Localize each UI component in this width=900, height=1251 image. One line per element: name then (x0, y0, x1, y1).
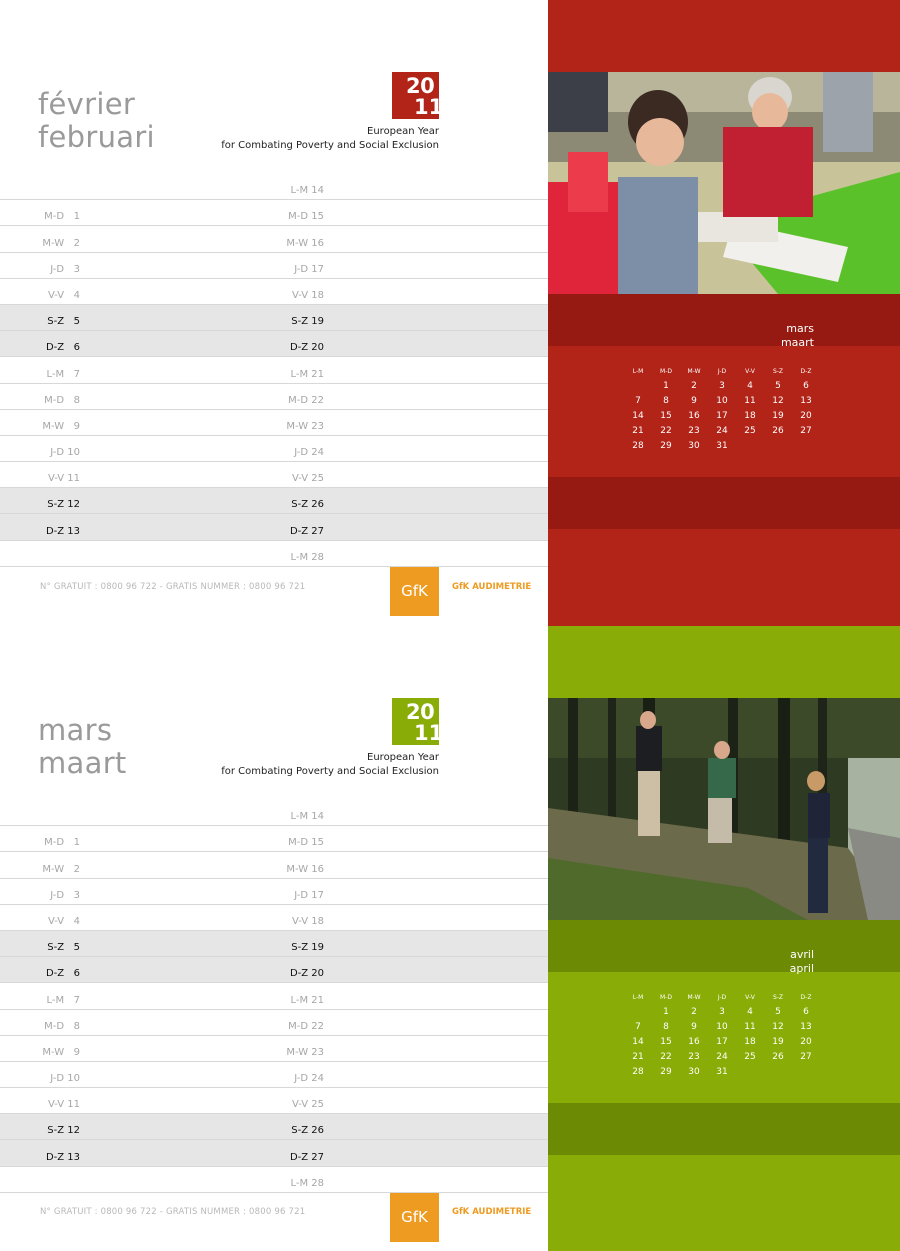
day-number: 27 (800, 426, 812, 437)
month-title-fr: février (38, 87, 136, 121)
day-row (0, 800, 548, 826)
weekday-header: S-Z (772, 993, 784, 1001)
day-row (0, 1036, 548, 1062)
day-row (0, 541, 548, 567)
day-label-left: V-V 4 (47, 289, 80, 301)
mini-calendar-week (624, 439, 884, 454)
day-number: 3 (719, 380, 725, 391)
ey-line2: for Combating Poverty and Social Exclusion (221, 139, 439, 151)
day-number: 7 (635, 395, 641, 406)
ey-line1: European Year (367, 752, 439, 763)
day-number: 26 (772, 1052, 784, 1063)
day-number: 17 (716, 410, 728, 421)
weekday-header: V-V (745, 993, 755, 1001)
logo-year-bottom: 11 (414, 95, 444, 119)
toll-free-number: N° GRATUIT : 0800 96 722 - GRATIS NUMMER : 0800 96 721 (40, 582, 306, 592)
ey-line1: European Year (367, 126, 439, 137)
mini-calendar-week (624, 393, 884, 408)
day-label-left: J-D 10 (50, 1073, 80, 1085)
day-label-left: D-Z 13 (45, 1151, 80, 1163)
day-row (0, 331, 548, 357)
day-row (0, 357, 548, 383)
day-label-left: M-D 8 (44, 394, 80, 406)
day-number: 4 (747, 1006, 753, 1017)
day-row (0, 826, 548, 852)
month-title (38, 714, 127, 780)
day-number: 20 (800, 410, 812, 421)
weekday-header: M-D (660, 367, 672, 375)
european-year-logo (392, 72, 444, 119)
day-number: 10 (716, 1021, 728, 1032)
day-label-right: M-D 22 (288, 1020, 324, 1032)
mini-title-fr: avril (790, 948, 814, 961)
photo-child-drawing (548, 72, 900, 294)
day-label-right: D-Z 20 (289, 968, 324, 980)
day-row (0, 514, 548, 540)
day-number: 31 (716, 441, 728, 452)
day-row (0, 226, 548, 252)
day-row (0, 1140, 548, 1166)
day-number: 25 (744, 1052, 756, 1063)
day-number: 26 (772, 426, 784, 437)
day-row (0, 905, 548, 931)
day-label-right: D-Z 27 (289, 1151, 324, 1163)
day-number: 9 (691, 1021, 697, 1032)
day-label-right: M-W 16 (286, 863, 324, 875)
day-number: 23 (688, 426, 700, 437)
day-row (0, 305, 548, 331)
day-number: 14 (632, 410, 644, 421)
european-year-logo (392, 698, 444, 745)
day-number: 11 (744, 1021, 756, 1032)
day-number: 13 (800, 1021, 812, 1032)
day-number: 30 (688, 1067, 700, 1078)
day-number: 29 (660, 1067, 672, 1078)
photo-forest-walk (548, 698, 900, 920)
day-label-right: M-W 23 (286, 1046, 324, 1058)
day-number: 14 (632, 1036, 644, 1047)
day-number: 21 (632, 1052, 644, 1063)
day-label-left: M-W 2 (42, 237, 80, 249)
day-label-right: S-Z 19 (291, 316, 324, 328)
weekday-header: S-Z (772, 367, 784, 375)
mini-calendar-header (624, 364, 884, 378)
gfk-audimetrie-label: GfK AUDIMETRIE (452, 582, 532, 592)
day-label-right: L-M 21 (290, 368, 324, 380)
day-label-right: M-W 23 (286, 420, 324, 432)
day-label-right: L-M 14 (290, 185, 324, 197)
day-number: 27 (800, 1052, 812, 1063)
day-number: 13 (800, 395, 812, 406)
day-label-right: L-M 21 (290, 994, 324, 1006)
day-number: 5 (775, 1006, 781, 1017)
day-number: 12 (772, 1021, 784, 1032)
day-label-right: S-Z 19 (291, 942, 324, 954)
day-label-left: V-V 11 (47, 473, 80, 485)
left-panel (0, 626, 548, 1251)
day-number: 3 (719, 1006, 725, 1017)
day-number: 23 (688, 1052, 700, 1063)
day-label-right: M-D 15 (288, 211, 324, 223)
day-number: 16 (688, 410, 700, 421)
day-number: 21 (632, 426, 644, 437)
day-row (0, 253, 548, 279)
day-label-left: V-V 11 (47, 1099, 80, 1111)
day-label-left: J-D 3 (50, 263, 80, 275)
day-label-left: D-Z 6 (45, 968, 80, 980)
mini-calendar-week (624, 1004, 884, 1019)
day-label-left: M-D 1 (44, 211, 80, 223)
day-label-right: D-Z 27 (289, 525, 324, 537)
day-number: 31 (716, 1067, 728, 1078)
day-label-left: M-W 2 (42, 863, 80, 875)
day-label-right: L-M 28 (290, 1177, 324, 1189)
day-label-left: S-Z 12 (47, 499, 80, 511)
day-row (0, 957, 548, 983)
mini-title-band (548, 294, 900, 346)
accent-band (548, 1103, 900, 1155)
day-number: 10 (716, 395, 728, 406)
ey-line2: for Combating Poverty and Social Exclusion (221, 765, 439, 777)
day-label-right: J-D 17 (294, 889, 324, 901)
day-number: 18 (744, 1036, 756, 1047)
mini-calendar-week (624, 1034, 884, 1049)
gfk-logo: GfK (390, 1193, 439, 1242)
day-row (0, 1167, 548, 1193)
day-label-left: M-D 8 (44, 1020, 80, 1032)
day-number: 1 (663, 380, 669, 391)
day-label-right: V-V 25 (291, 473, 324, 485)
day-number: 9 (691, 395, 697, 406)
logo-year-top: 20 (406, 74, 435, 98)
month-title-nl: maart (38, 746, 127, 780)
weekday-header: J-D (717, 993, 727, 1001)
day-label-left: L-M 7 (46, 368, 80, 380)
day-number: 19 (772, 410, 784, 421)
day-number: 22 (660, 1052, 672, 1063)
mini-title-nl: april (789, 962, 814, 975)
day-number: 5 (775, 380, 781, 391)
day-number: 17 (716, 1036, 728, 1047)
weekday-header: D-Z (800, 993, 812, 1001)
day-number: 4 (747, 380, 753, 391)
day-label-right: D-Z 20 (289, 342, 324, 354)
day-number: 8 (663, 395, 669, 406)
mini-calendar-week (624, 1050, 884, 1065)
day-number: 24 (716, 426, 728, 437)
mini-calendar (624, 990, 884, 1080)
day-label-left: V-V 4 (47, 915, 80, 927)
mini-calendar-title (790, 948, 814, 976)
day-number: 15 (660, 1036, 672, 1047)
day-number: 24 (716, 1052, 728, 1063)
day-row (0, 200, 548, 226)
european-year-text (221, 751, 439, 778)
day-label-right: M-D 15 (288, 837, 324, 849)
european-year-text (221, 125, 439, 152)
mini-title-fr: mars (786, 322, 814, 335)
day-row (0, 488, 548, 514)
month-title-nl: februari (38, 120, 155, 154)
day-number: 30 (688, 441, 700, 452)
day-list (0, 800, 548, 1193)
mini-title-band (548, 920, 900, 972)
day-label-right: J-D 17 (294, 263, 324, 275)
toll-free-number: N° GRATUIT : 0800 96 722 - GRATIS NUMMER : 0800 96 721 (40, 1207, 306, 1217)
day-number: 19 (772, 1036, 784, 1047)
mini-calendar-title (781, 322, 814, 350)
weekday-header: D-Z (800, 367, 812, 375)
day-number: 2 (691, 380, 697, 391)
day-label-right: M-W 16 (286, 237, 324, 249)
day-number: 16 (688, 1036, 700, 1047)
day-label-right: L-M 28 (290, 551, 324, 563)
weekday-header: J-D (717, 367, 727, 375)
weekday-header: V-V (745, 367, 755, 375)
logo-year-top: 20 (406, 700, 435, 724)
left-panel (0, 0, 548, 626)
gfk-audimetrie-label: GfK AUDIMETRIE (452, 1207, 532, 1217)
mini-calendar (624, 364, 884, 454)
right-panel (548, 0, 900, 626)
logo-year-bottom: 11 (414, 721, 444, 745)
day-number: 6 (803, 380, 809, 391)
day-label-left: S-Z 5 (47, 316, 80, 328)
day-number: 28 (632, 441, 644, 452)
day-label-right: S-Z 26 (291, 1125, 324, 1137)
day-number: 15 (660, 410, 672, 421)
day-label-right: L-M 14 (290, 811, 324, 823)
mini-title-nl: maart (780, 336, 814, 349)
mini-calendar-week (624, 1065, 884, 1080)
day-number: 2 (691, 1006, 697, 1017)
day-label-left: J-D 3 (50, 889, 80, 901)
day-label-left: J-D 10 (50, 447, 80, 459)
day-label-left: D-Z 13 (45, 525, 80, 537)
weekday-header: M-W (687, 367, 701, 375)
day-label-right: J-D 24 (294, 447, 324, 459)
day-row (0, 931, 548, 957)
day-row (0, 279, 548, 305)
day-label-left: S-Z 12 (47, 1125, 80, 1137)
day-row (0, 1062, 548, 1088)
weekday-header: L-M (632, 367, 644, 375)
day-label-left: D-Z 6 (45, 342, 80, 354)
weekday-header: M-W (687, 993, 701, 1001)
day-number: 11 (744, 395, 756, 406)
day-label-right: M-D 22 (288, 394, 324, 406)
day-number: 22 (660, 426, 672, 437)
day-row (0, 384, 548, 410)
mini-calendar-week (624, 378, 884, 393)
day-row (0, 410, 548, 436)
day-label-left: S-Z 5 (47, 942, 80, 954)
month-title (38, 88, 155, 154)
month-title-fr: mars (38, 713, 113, 747)
day-label-left: M-D 1 (44, 837, 80, 849)
day-label-left: M-W 9 (42, 1046, 80, 1058)
day-row (0, 436, 548, 462)
mini-calendar-week (624, 424, 884, 439)
day-label-right: S-Z 26 (291, 499, 324, 511)
day-label-right: V-V 25 (291, 1099, 324, 1111)
calendar-page-march (0, 626, 900, 1251)
day-row (0, 1010, 548, 1036)
weekday-header: M-D (660, 993, 672, 1001)
right-panel (548, 626, 900, 1251)
day-label-right: J-D 24 (294, 1073, 324, 1085)
day-row (0, 1114, 548, 1140)
mini-calendar-header (624, 990, 884, 1004)
mini-calendar-week (624, 408, 884, 423)
day-label-right: V-V 18 (291, 289, 324, 301)
day-label-left: L-M 7 (46, 994, 80, 1006)
day-number: 20 (800, 1036, 812, 1047)
day-list (0, 174, 548, 567)
day-number: 28 (632, 1067, 644, 1078)
day-number: 18 (744, 410, 756, 421)
day-number: 29 (660, 441, 672, 452)
day-label-left: M-W 9 (42, 420, 80, 432)
day-number: 6 (803, 1006, 809, 1017)
day-row (0, 174, 548, 200)
accent-band (548, 477, 900, 529)
mini-calendar-week (624, 1019, 884, 1034)
day-number: 1 (663, 1006, 669, 1017)
day-row (0, 983, 548, 1009)
day-number: 7 (635, 1021, 641, 1032)
day-row (0, 1088, 548, 1114)
day-number: 12 (772, 395, 784, 406)
day-number: 25 (744, 426, 756, 437)
day-row (0, 462, 548, 488)
weekday-header: L-M (632, 993, 644, 1001)
day-number: 8 (663, 1021, 669, 1032)
gfk-logo: GfK (390, 567, 439, 616)
day-row (0, 879, 548, 905)
day-row (0, 852, 548, 878)
day-label-right: V-V 18 (291, 915, 324, 927)
